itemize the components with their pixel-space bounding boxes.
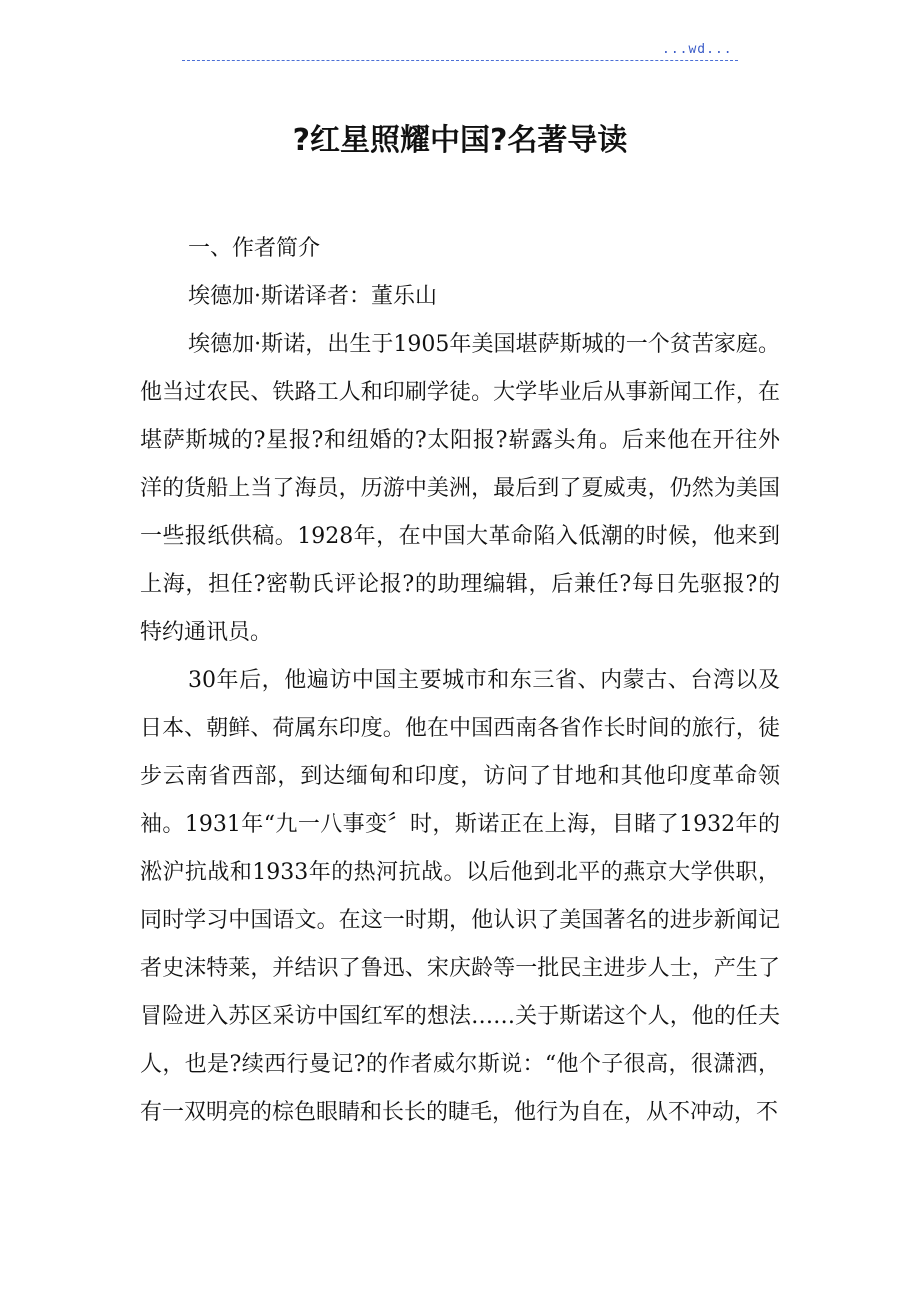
section-heading: 一、作者简介 [188,236,321,261]
paragraph-1: 埃德加·斯诺，出生于1905年美国堪萨斯城的一个贫苦家庭。他当过农民、铁路工人和印刷学徒。大学毕业后从事新闻工作，在堪萨斯城的?星报?和纽婚的?太阳报?崭露头角。后来他在开往外洋的货船上当了海员，历游中美洲，最后到了夏威夷，仍然为美国一些报纸供稿。1928年，在中国大革命陷入低潮的时候，他来到上海，担任?密勒氏评论报?的助理编辑，后兼任?每日先驱报?的特约通讯员。 [140,332,780,645]
document-title: ?红星照耀中国?名著导读 [292,123,628,158]
header-mark: ...wd... [662,42,733,57]
paragraph-2: 30年后，他遍访中国主要城市和东三省、内蒙古、台湾以及日本、朝鲜、荷属东印度。他在中国西南各省作长时间的旅行，徒步云南省西部，到达缅甸和印度，访问了甘地和其他印度革命领袖。1931年“九一八事变〞时，斯诺正在上海，目睹了1932年的淞沪抗战和1933年的热河抗战。以后他到北平的燕京大学供职，同时学习中国语文。在这一时期，他认识了美国著名的进步新闻记者史沫特莱，并结识了鲁迅、宋庆龄等一批民主进步人士，产生了冒险进入苏区采访中国红军的想法……关于斯诺这个人，他的任夫人，也是?续西行曼记?的作者威尔斯说：“他个子很高，很潇洒，有一双明亮的棕色眼睛和长长的睫毛，他行为自在，从不冲动，不 [140,668,780,1125]
header-rule [182,60,738,61]
author-byline: 埃德加·斯诺译者：董乐山 [188,284,437,309]
document-body [140,225,780,1137]
